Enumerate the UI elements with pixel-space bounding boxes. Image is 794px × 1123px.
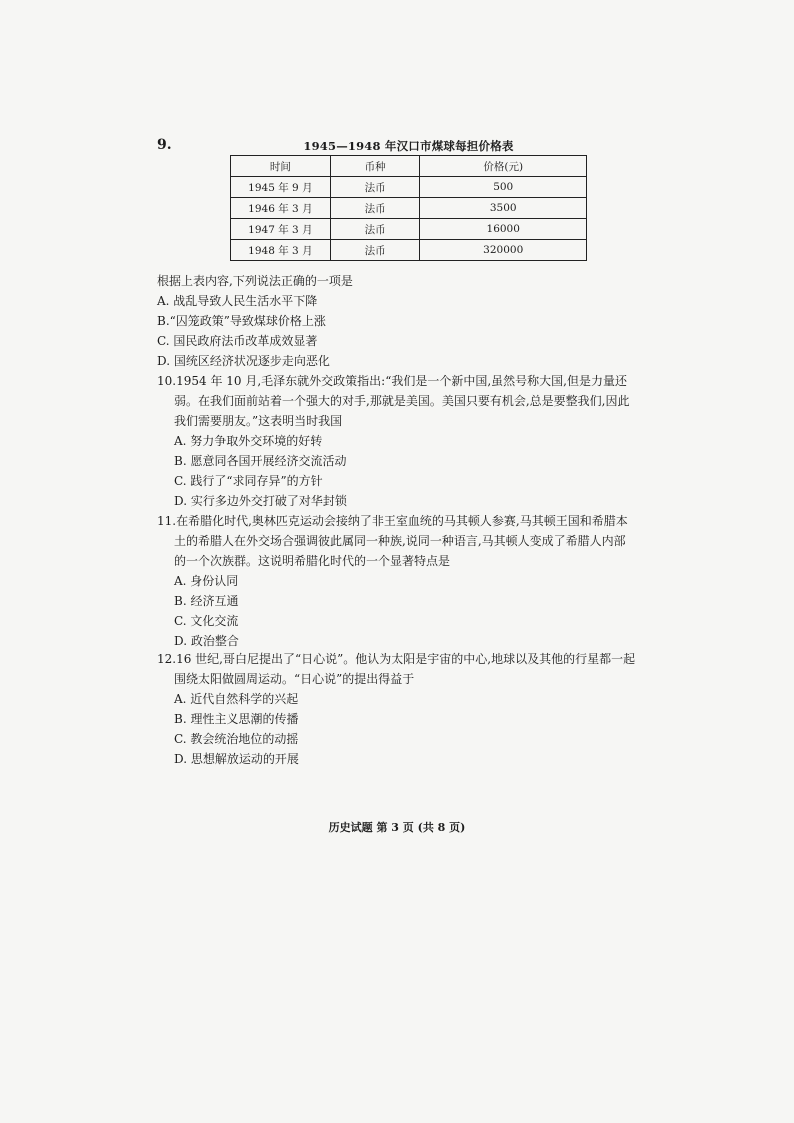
price-table-title: 1945—1948 年汉口市煤球每担价格表 bbox=[303, 139, 514, 153]
question-9-number: 9. bbox=[157, 137, 172, 153]
table-row bbox=[231, 198, 587, 219]
question-10-option-a: A. 努力争取外交环境的好转 bbox=[174, 434, 323, 448]
question-11 bbox=[157, 511, 637, 651]
question-9-body bbox=[157, 271, 637, 371]
table-row bbox=[231, 240, 587, 261]
cell-currency: 法币 bbox=[330, 177, 420, 198]
question-10-option-c: C. 践行了“求同存异”的方针 bbox=[174, 474, 323, 488]
table-header-row bbox=[231, 156, 587, 177]
question-9-option-a: A. 战乱导致人民生活水平下降 bbox=[157, 294, 318, 308]
cell-price: 16000 bbox=[420, 219, 587, 240]
cell-time: 1946 年 3 月 bbox=[231, 198, 331, 219]
cell-currency: 法币 bbox=[330, 219, 420, 240]
question-9-option-b: B.“囚笼政策”导致煤球价格上涨 bbox=[157, 314, 326, 328]
header-currency: 币种 bbox=[330, 156, 420, 177]
question-10-option-d: D. 实行多边外交打破了对华封锁 bbox=[174, 494, 347, 508]
cell-price: 3500 bbox=[420, 198, 587, 219]
question-12-option-b: B. 理性主义思潮的传播 bbox=[174, 712, 299, 726]
page-footer: 历史试题 第 3 页 (共 8 页) bbox=[328, 821, 466, 834]
cell-time: 1947 年 3 月 bbox=[231, 219, 331, 240]
cell-time: 1948 年 3 月 bbox=[231, 240, 331, 261]
question-11-stem: 11.在希腊化时代,奥林匹克运动会接纳了非王室血统的马其顿人参赛,马其顿王国和希腊本土的希腊人在外交场合强调彼此属同一种族,说同一种语言,马其顿人变成了希腊人内部的一个次族群。这说明希腊化时代的一个显著特点是 bbox=[157, 514, 628, 568]
question-12-stem: 12.16 世纪,哥白尼提出了“日心说”。他认为太阳是宇宙的中心,地球以及其他的行星都一起围绕太阳做圆周运动。“日心说”的提出得益于 bbox=[157, 652, 636, 686]
question-11-option-a: A. 身份认同 bbox=[174, 574, 239, 588]
table-row bbox=[231, 219, 587, 240]
question-11-option-c: C. 文化交流 bbox=[174, 614, 239, 628]
question-12-option-c: C. 教会统治地位的动摇 bbox=[174, 732, 299, 746]
question-9-option-d: D. 国统区经济状况逐步走向恶化 bbox=[157, 354, 330, 368]
question-11-option-d: D. 政治整合 bbox=[174, 634, 239, 648]
price-table bbox=[230, 155, 587, 261]
question-10-stem: 10.1954 年 10 月,毛泽东就外交政策指出:“我们是一个新中国,虽然号称大国,但是力量还弱。在我们面前站着一个强大的对手,那就是美国。美国只要有机会,总是要整我们,因此我们需要朋友。”这表明当时我国 bbox=[157, 374, 630, 428]
question-12-option-d: D. 思想解放运动的开展 bbox=[174, 752, 299, 766]
question-10-option-b: B. 愿意同各国开展经济交流活动 bbox=[174, 454, 347, 468]
header-time: 时间 bbox=[231, 156, 331, 177]
header-price: 价格(元) bbox=[420, 156, 587, 177]
cell-currency: 法币 bbox=[330, 240, 420, 261]
question-12 bbox=[157, 649, 637, 769]
question-9-option-c: C. 国民政府法币改革成效显著 bbox=[157, 334, 318, 348]
cell-price: 500 bbox=[420, 177, 587, 198]
cell-currency: 法币 bbox=[330, 198, 420, 219]
cell-time: 1945 年 9 月 bbox=[231, 177, 331, 198]
question-9-stem: 根据上表内容,下列说法正确的一项是 bbox=[157, 274, 353, 288]
question-12-option-a: A. 近代自然科学的兴起 bbox=[174, 692, 299, 706]
question-11-option-b: B. 经济互通 bbox=[174, 594, 239, 608]
table-row bbox=[231, 177, 587, 198]
cell-price: 320000 bbox=[420, 240, 587, 261]
question-10 bbox=[157, 371, 637, 511]
